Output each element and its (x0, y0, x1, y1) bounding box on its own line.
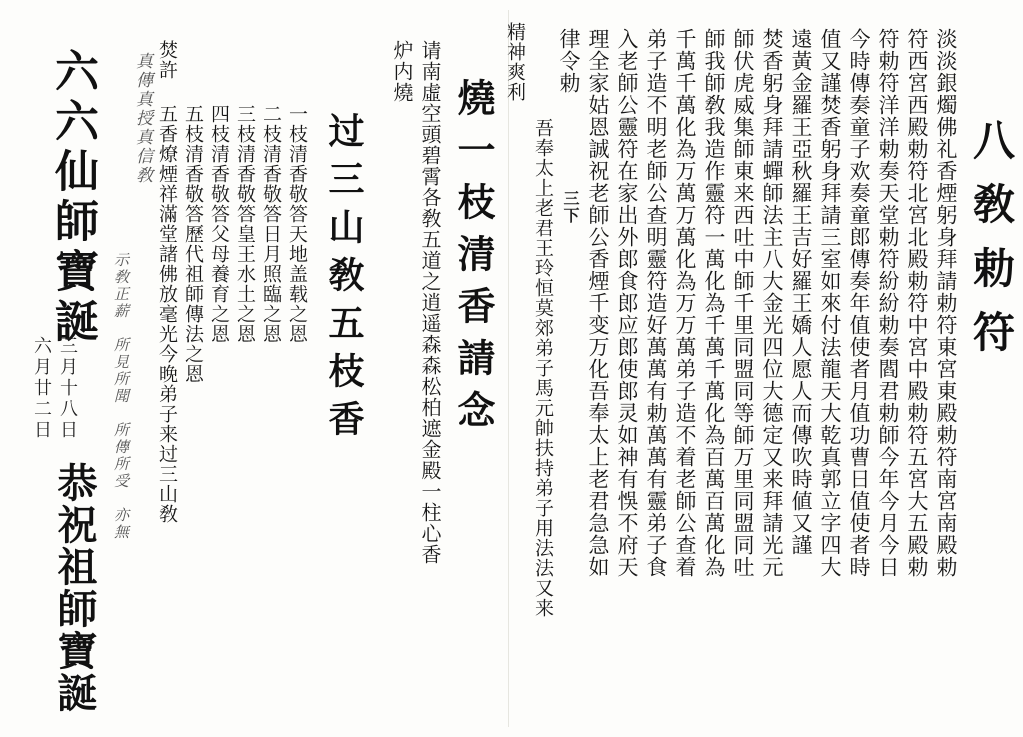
offering-line-5: 五枝清香敬答歷代祖師傳法之恩 (182, 104, 204, 384)
handwritten-line-1: 真傳真授真信敎 (132, 52, 152, 185)
right-line-2: 符西宮西殿勅符北宮北殿勅符中宮中殿勅符五宮大五殿勅 (905, 28, 929, 578)
date-line-2: 六月廿二日 (31, 336, 52, 441)
right-line-3: 符勅符洋洋勅奏天堂勅符紛紛勅奏閻君勅師今年今月今日 (876, 28, 900, 578)
date-line-1: 三月十八日 (57, 336, 78, 441)
left-side-footer: 恭祝祖師寶誕 (51, 462, 98, 714)
right-line-13: 理全家姑恩誠祝老師公香煙千变万化吾奉太上老君急急如 (586, 28, 610, 578)
right-line-15: 吾奉太上老君王玲恒莫郊弟子馬元帥扶持弟子用法法又来 (532, 118, 554, 618)
offering-line-3: 三枝清香敬答皇王水土之恩 (234, 104, 256, 344)
left-subtitle: 过三山敎五枝香 (323, 112, 365, 448)
right-note: 三下 (561, 190, 580, 224)
invocation-line-1: 请南虛空頭碧霄各敎五道之逍遥森森松柏遮金殿一柱心香 (418, 40, 442, 565)
right-line-8: 師伏虎威集師東来西吐中師千里同盟同等師万里同盟同吐 (731, 28, 755, 578)
right-line-9: 師我師敎我造作靈符一萬化為千萬千萬化為百萬百萬化為 (702, 28, 726, 578)
offering-line-6: 五香燎煙祥滿堂諸佛放毫光今晚弟子来过三山敎 (156, 104, 178, 524)
offering-line-4: 四枝清香敬答父母養育之恩 (208, 104, 230, 344)
right-line-16: 精神爽利 (504, 22, 526, 102)
right-line-11: 弟子造不明老師公查明靈符造好萬萬有勅萬萬有靈弟子食 (644, 28, 668, 578)
right-line-5: 值又謹焚香躬身拜請三室如來付法龍天大乾真郭立字四大 (818, 28, 842, 578)
offering-line-1: 一枝清香敬答天地盖载之恩 (286, 104, 308, 344)
right-line-6: 遠黃金羅王亞秋羅王吉好羅王嬌人愿人而傳吹時値又謹 (789, 28, 813, 556)
left-side-title: 六六仙師寶誕 (47, 48, 98, 348)
handwritten-line-2: 示敎正薪 所見所聞 所傳所受 亦無 (112, 252, 130, 541)
left-main-title: 燒一枝清香請念 (451, 78, 496, 442)
right-line-4: 今時傳奏童子欢奏童郎傳奏年值使者月值功曹日值使者時 (847, 28, 871, 578)
invocation-line-2: 炉内燒 (390, 40, 414, 103)
offering-line-2: 二枝清香敬答日月照臨之恩 (260, 104, 282, 344)
right-line-10: 千萬千萬化為万萬万萬化為万万萬弟子造不着老師公查着 (673, 28, 697, 578)
offering-head: 焚許 (156, 40, 178, 80)
right-page-title: 八敎勅符 (967, 118, 1016, 374)
right-line-7: 焚香躬身拜請蟬師法主八大金光四位大德定又来拜請光元 (760, 28, 784, 578)
right-line-14: 律令勅 (557, 28, 581, 94)
right-line-1: 淡淡銀燭佛礼香煙躬身拜請勅符東宮東殿勅符南宮南殿勅 (934, 28, 958, 578)
right-line-12: 入老師公靈符在家出外郎食郎应郎使郎灵如神有悞不府天 (615, 28, 639, 578)
